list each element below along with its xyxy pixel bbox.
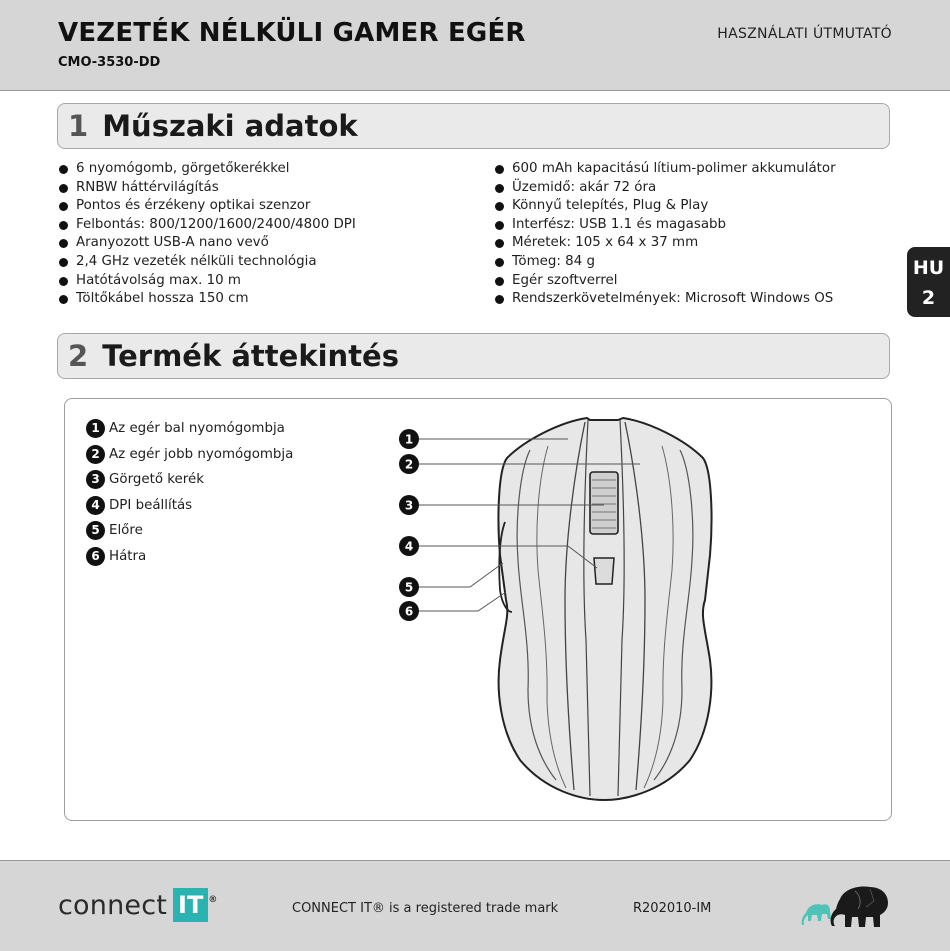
callout-badge: 4	[86, 496, 105, 515]
document-code: R202010-IM	[633, 901, 712, 916]
callout-number-4: 4	[404, 539, 414, 554]
callout-badge: 1	[86, 419, 105, 438]
spec-item: Tömeg: 84 g	[494, 253, 836, 272]
brand-it-text: IT	[178, 891, 204, 919]
callout-badge: 5	[86, 521, 105, 540]
callout-markers	[399, 429, 419, 621]
scroll-wheel	[590, 472, 618, 534]
document-type: HASZNÁLATI ÚTMUTATÓ	[717, 26, 892, 42]
callout-badge: 3	[86, 470, 105, 489]
trademark-notice: CONNECT IT® is a registered trade mark	[292, 901, 559, 916]
spec-item: Méretek: 105 x 64 x 37 mm	[494, 234, 836, 253]
section-number: 1	[68, 109, 89, 143]
page-number: 2	[921, 287, 936, 309]
legend-label: Az egér bal nyomógombja	[109, 421, 285, 437]
legend-label: Az egér jobb nyomógombja	[109, 446, 294, 462]
brand-logo	[58, 888, 218, 922]
page-footer	[0, 860, 950, 951]
brand-it-block	[173, 888, 218, 922]
spec-item: 600 mAh kapacitású lítium-polimer akkumulátor	[494, 160, 836, 179]
elephants-logo-icon	[800, 881, 895, 931]
dpi-button	[594, 558, 614, 584]
callout-badge: 2	[86, 445, 105, 464]
spec-item: RNBW háttérvilágítás	[58, 179, 356, 198]
section-title: Termék áttekintés	[102, 339, 399, 373]
spec-item: Egér szoftverrel	[494, 272, 836, 291]
legend-label: Görgető kerék	[109, 472, 204, 488]
spec-item: Felbontás: 800/1200/1600/2400/4800 DPI	[58, 216, 356, 235]
section-number: 2	[68, 339, 89, 373]
spec-item: Könnyű telepítés, Plug & Play	[494, 197, 836, 216]
legend-label: Előre	[109, 523, 143, 539]
callout-number-3: 3	[404, 498, 414, 513]
registered-mark: ®	[208, 895, 218, 905]
spec-item: 6 nyomógomb, görgetőkerékkel	[58, 160, 356, 179]
spec-item: Üzemidő: akár 72 óra	[494, 179, 836, 198]
legend-label: Hátra	[109, 548, 147, 564]
callout-badge: 6	[86, 547, 105, 566]
spec-item: Aranyozott USB-A nano vevő	[58, 234, 356, 253]
legend-label: DPI beállítás	[109, 497, 193, 513]
spec-item: Rendszerkövetelmények: Microsoft Windows OS	[494, 290, 836, 309]
leader-6	[419, 592, 506, 611]
section-title: Műszaki adatok	[102, 109, 358, 143]
callout-number-5: 5	[404, 580, 414, 595]
callout-number-2: 2	[404, 457, 414, 472]
brand-word: connect	[58, 889, 168, 921]
callout-number-1: 1	[404, 432, 414, 447]
leader-5	[419, 563, 503, 587]
spec-item: Interfész: USB 1.1 és magasabb	[494, 216, 836, 235]
spec-item: Töltőkábel hossza 150 cm	[58, 290, 356, 309]
spec-item: Pontos és érzékeny optikai szenzor	[58, 197, 356, 216]
language-code: HU	[912, 257, 945, 279]
product-code: CMO-3530-DD	[58, 55, 161, 70]
product-title: VEZETÉK NÉLKÜLI GAMER EGÉR	[58, 18, 526, 48]
callout-number-6: 6	[404, 604, 414, 619]
spec-item: 2,4 GHz vezeték nélküli technológia	[58, 253, 356, 272]
spec-item: Hatótávolság max. 10 m	[58, 272, 356, 291]
